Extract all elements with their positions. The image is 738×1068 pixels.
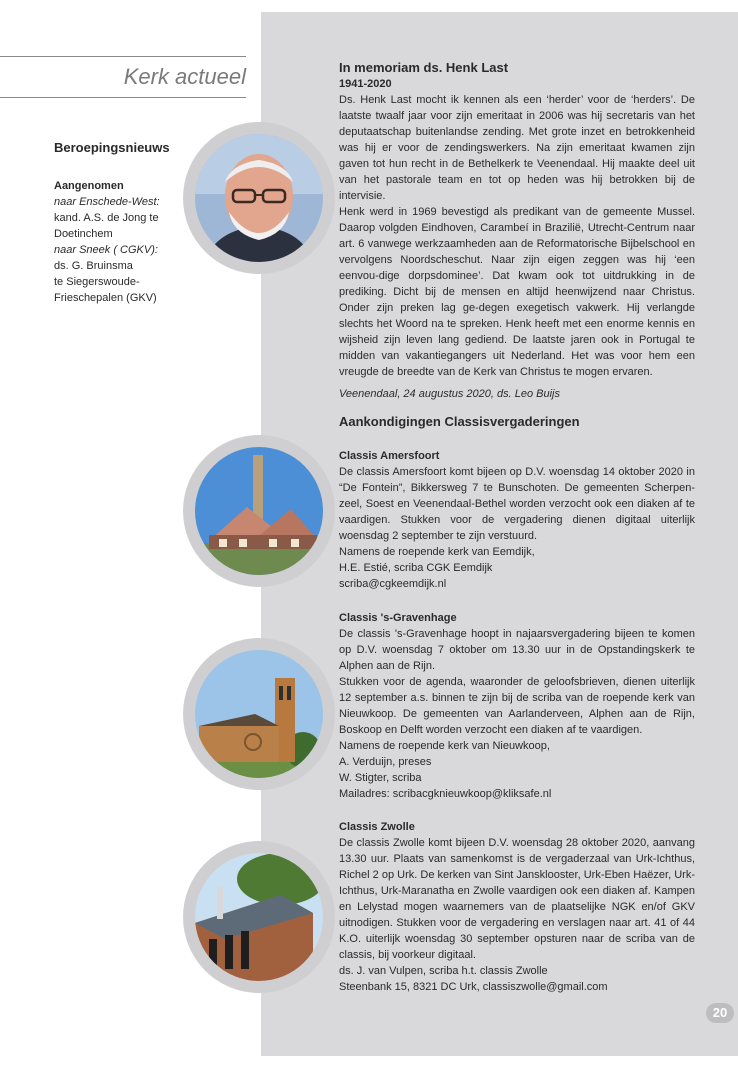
- classis-amersfoort: [339, 448, 695, 592]
- classis-body: De classis 's-Gravenhage hoopt in najaarsvergadering bijeen te komen op D.V. woensdag 7 oktober om 13.30 uur in de Opstandingskerk te Alphen aan de Rijn.: [339, 628, 695, 672]
- beroep-line: ds. G. Bruinsma: [54, 260, 133, 272]
- portrait-photo: [195, 134, 323, 262]
- aangenomen-label: Aangenomen: [54, 180, 124, 192]
- classis-line: Namens de roepende kerk van Nieuwkoop,: [339, 740, 550, 752]
- memoriam-paragraph: Ds. Henk Last mocht ik kennen als een ‘herder’ voor de ‘herders’. De laatste twaalf jaar voor zijn emeritaat in 2006 was hij secretaris van het deputaatschap buitenlandse zending. Met grote inzet en betrokkenheid was hij er voor de zendingswerkers. Na zijn emeritaat kwamen zijn gaven tot hun recht in de Bethelkerk te Veenendaal. Hij maakte deel uit van het pastorale team en tot op heden was hij betrokken bij de intervisie.: [339, 94, 695, 202]
- church-photo-frame: [183, 638, 335, 790]
- classis-gravenhage: [339, 610, 695, 802]
- church-photo-frame: [183, 841, 335, 993]
- portrait-frame: [183, 122, 335, 274]
- classis-email: scriba@cgkeemdijk.nl: [339, 578, 447, 590]
- memoriam-paragraph: Henk werd in 1969 bevestigd als predikant van de gemeente Mussel. Daarop volgden Eindhoven, Carambeí in Brazilië, Utrecht-Centrum naar art. 6 vanwege werkzaamheden aan de Reformatorische Bijbelschool en vervolgens Noordscheschut. Naar zijn eigen zeggen was hij ‘een eenvou-dige dorpsdominee’. Dat kwam ook tot uitdrukking in de prediking. Dicht bij de mensen en altijd heenwijzend naar Christus. Onder zijn preken lag ge-degen exegetisch vakwerk. Hij verlangde slechts het Woord na te spreken. Henk heeft met een enorme kennis en wijsheid zijn leven lang gediend. De laatste jaren ook in Portugal te midden van vakantiegangers uit Nederland. Het was voor hem een vreugde de breedte van de Kerk van Christus te mogen ervaren.: [339, 206, 695, 378]
- classis-line: ds. J. van Vulpen, scriba h.t. classis Zwolle: [339, 965, 548, 977]
- memoriam-title: In memoriam ds. Henk Last: [339, 60, 509, 75]
- classis-title: Classis Amersfoort: [339, 450, 440, 462]
- classis-email: Mailadres: scribacgknieuwkoop@kliksafe.nl: [339, 788, 552, 800]
- announcements-heading: Aankondigingen Classisvergaderingen: [339, 414, 580, 429]
- announcements-section: [339, 414, 695, 430]
- beroepingsnieuws-heading: Beroepingsnieuws: [54, 140, 170, 155]
- classis-zwolle: [339, 819, 695, 995]
- classis-body: Stukken voor de agenda, waaronder de geloofsbrieven, dienen uiterlijk 12 september a.s. binnen te zijn bij de scriba van de roepende kerk van Nieuwkoop. De gemeenten van Aarlanderveen, Alphen aan de Rijn, Boskoop en Delft worden verzocht een diaken af te vaardigen.: [339, 676, 695, 736]
- beroep-line: naar Sneek ( CGKV):: [54, 244, 158, 256]
- classis-body: De classis Zwolle komt bijeen D.V. woensdag 28 oktober 2020, aanvang 13.30 uur. Plaats van samenkomst is de vergaderzaal van Urk-Ichthus, Richel 2 op Urk. De kerken van Sint Jansklooster, Urk-Eben Haëzer, Urk-Ichthus, Urk-Maranatha en Zwolle vaardigen ook een diaken af. Kampen en Lelystad mogen waarnemers van de plaatselijke NGK en/of GKV uitnodigen. Stukken voor de vergadering en verslagen naar art. 41 of 44 K.O. uiterlijk woensdag 30 september opsturen naar de scriba van de classis, bij voorkeur digitaal.: [339, 837, 695, 961]
- classis-line: W. Stigter, scriba: [339, 772, 422, 784]
- classis-title: Classis 's-Gravenhage: [339, 612, 457, 624]
- beroep-line: naar Enschede-West:: [54, 196, 160, 208]
- church-photo-gravenhage: [195, 650, 323, 778]
- church-photo-frame: [183, 435, 335, 587]
- classis-line: H.E. Estié, scriba CGK Eemdijk: [339, 562, 493, 574]
- section-title: Kerk actueel: [123, 64, 246, 89]
- church-photo-zwolle: [195, 853, 323, 981]
- classis-line: Steenbank 15, 8321 DC Urk, classiszwolle@gmail.com: [339, 981, 608, 993]
- beroep-line: Doetinchem: [54, 228, 113, 240]
- beroep-line: te Siegerswoude-: [54, 276, 140, 288]
- classis-title: Classis Zwolle: [339, 821, 415, 833]
- page-number: 20: [706, 1003, 734, 1023]
- header-rule-top: [0, 56, 246, 57]
- header-rule-bottom: [0, 97, 246, 98]
- classis-body: De classis Amersfoort komt bijeen op D.V. woensdag 14 oktober 2020 in “De Fontein”, Bikkersweg 7 te Bunschoten. De gemeenten Scherpen-zeel, Soest en Veenendaal-Bethel worden verzocht ook een diaken af te vaardigen. Stukken voor de vergadering dienen digitaal uiterlijk woensdag 2 september te zijn verstuurd.: [339, 466, 695, 542]
- memoriam-signature: Veenendaal, 24 augustus 2020, ds. Leo Buijs: [339, 388, 560, 400]
- memoriam-article: [339, 60, 695, 402]
- church-photo-amersfoort: [195, 447, 323, 575]
- classis-line: A. Verduijn, preses: [339, 756, 432, 768]
- classis-line: Namens de roepende kerk van Eemdijk,: [339, 546, 535, 558]
- beroep-line: Frieschepalen (GKV): [54, 292, 157, 304]
- beroep-line: kand. A.S. de Jong te: [54, 212, 159, 224]
- memoriam-years: 1941-2020: [339, 78, 392, 90]
